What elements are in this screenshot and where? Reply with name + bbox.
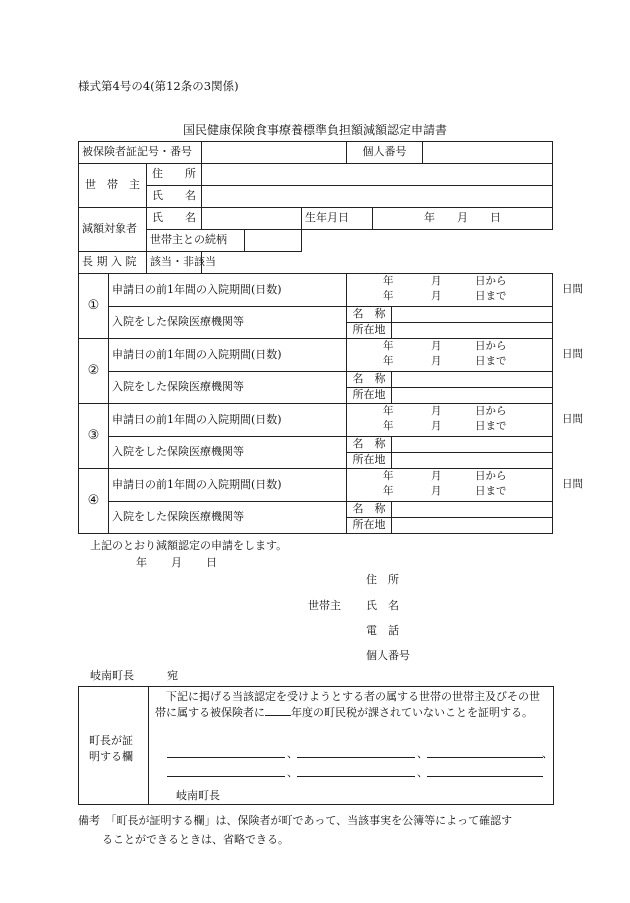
long-stay-label: 長 期 入 院	[79, 252, 147, 274]
name-blank-4[interactable]	[167, 776, 285, 777]
applicant-phone-label: 電 話	[366, 624, 399, 637]
comma-2: 、	[417, 747, 428, 760]
target-name-label: 氏 名	[147, 208, 202, 230]
dob-label: 生年月日	[302, 208, 373, 230]
period-label-4: 申請日の前1年間の入院期間(日数)	[109, 469, 347, 502]
period-field-3[interactable]: 年 月 日から 年 月 日まで 日間	[347, 404, 553, 437]
name-blank-2[interactable]	[297, 757, 415, 758]
name-blank-3[interactable]	[427, 757, 543, 758]
comma-5: 、	[417, 766, 428, 779]
institution-field-3[interactable]: 名 称 所在地	[347, 437, 553, 469]
period-field-4[interactable]: 年 月 日から 年 月 日まで 日間	[347, 469, 553, 502]
comma-1: 、	[287, 747, 298, 760]
hh-name-label: 氏 名	[147, 186, 202, 208]
application-table	[78, 141, 584, 534]
applicable-select[interactable]: 該当・非該当	[147, 252, 202, 274]
institution-label-2: 入院をした保険医療機関等	[109, 372, 347, 404]
institution-field-4[interactable]: 名 称 所在地	[347, 502, 553, 534]
comma-4: 、	[287, 766, 298, 779]
certification-text: 下記に掲げる当該認定を受けようとする者の属する世帯の世帯主及びその世帯に属する被保険者に 年度の町民税が課されていないことを証明する。	[155, 690, 540, 719]
note-line-1: 備考 「町長が証明する欄」は、保険者が町であって、当該事実を公簿等によって確認す	[78, 814, 513, 827]
blank-area-2	[202, 252, 553, 274]
applicant-personal-no-label: 個人番号	[366, 649, 410, 662]
period-number-4: ④	[79, 469, 109, 534]
reduction-target-label: 減額対象者	[79, 208, 147, 252]
form-number: 様式第4号の4(第12条の3関係)	[78, 79, 239, 93]
addressee: 岐南町長 宛	[90, 669, 178, 682]
institution-field-2[interactable]: 名 称 所在地	[347, 372, 553, 404]
period-number-2: ②	[79, 339, 109, 404]
name-blank-1[interactable]	[167, 757, 285, 758]
personal-no-field[interactable]	[423, 142, 553, 164]
household-head-label: 世 帯 主	[79, 164, 147, 208]
period-label-2: 申請日の前1年間の入院期間(日数)	[109, 339, 347, 372]
period-label-1: 申請日の前1年間の入院期間(日数)	[109, 274, 347, 307]
relation-field[interactable]	[245, 230, 302, 252]
period-field-2[interactable]: 年 月 日から 年 月 日まで 日間	[347, 339, 553, 372]
period-label-3: 申請日の前1年間の入院期間(日数)	[109, 404, 347, 437]
institution-label-4: 入院をした保険医療機関等	[109, 502, 347, 534]
insured-cert-field[interactable]	[202, 142, 347, 164]
personal-no-label: 個人番号	[347, 142, 423, 164]
target-name-field[interactable]	[202, 208, 302, 230]
hh-address-label: 住 所	[147, 164, 202, 186]
institution-field-1[interactable]: 名 称 所在地	[347, 307, 553, 339]
certification-label-cell	[79, 687, 149, 804]
period-number-3: ③	[79, 404, 109, 469]
applicant-address-label: 住 所	[366, 573, 399, 586]
institution-label-3: 入院をした保険医療機関等	[109, 437, 347, 469]
name-blank-6[interactable]	[427, 776, 543, 777]
fiscal-year-blank[interactable]	[265, 704, 291, 716]
hh-name-field[interactable]	[202, 186, 553, 208]
applicant-name-label: 氏 名	[366, 599, 399, 612]
period-field-1[interactable]: 年 月 日から 年 月 日まで 日間	[347, 274, 553, 307]
application-statement: 上記のとおり減額認定の申請をします。	[90, 539, 288, 552]
application-date[interactable]: 年 月 日	[136, 556, 217, 569]
dob-field[interactable]: 年 月 日	[373, 208, 553, 230]
hh-address-field[interactable]	[202, 164, 553, 186]
town-mayor: 岐南町長	[176, 789, 220, 802]
document-title: 国民健康保険食事療養標準負担額減額認定申請書	[182, 123, 447, 137]
institution-label-1: 入院をした保険医療機関等	[109, 307, 347, 339]
blank-area	[302, 230, 553, 252]
name-blank-5[interactable]	[297, 776, 415, 777]
relation-label: 世帯主との続柄	[147, 230, 245, 252]
certification-box	[78, 686, 554, 805]
note-line-2: ることができるときは、省略できる。	[102, 833, 289, 846]
applicant-label: 世帯主	[308, 599, 341, 612]
insured-cert-label: 被保険者証記号・番号	[79, 142, 202, 164]
certification-label: 町長が証明する欄	[89, 734, 133, 763]
comma-3: 、	[542, 747, 553, 760]
period-number-1: ①	[79, 274, 109, 339]
